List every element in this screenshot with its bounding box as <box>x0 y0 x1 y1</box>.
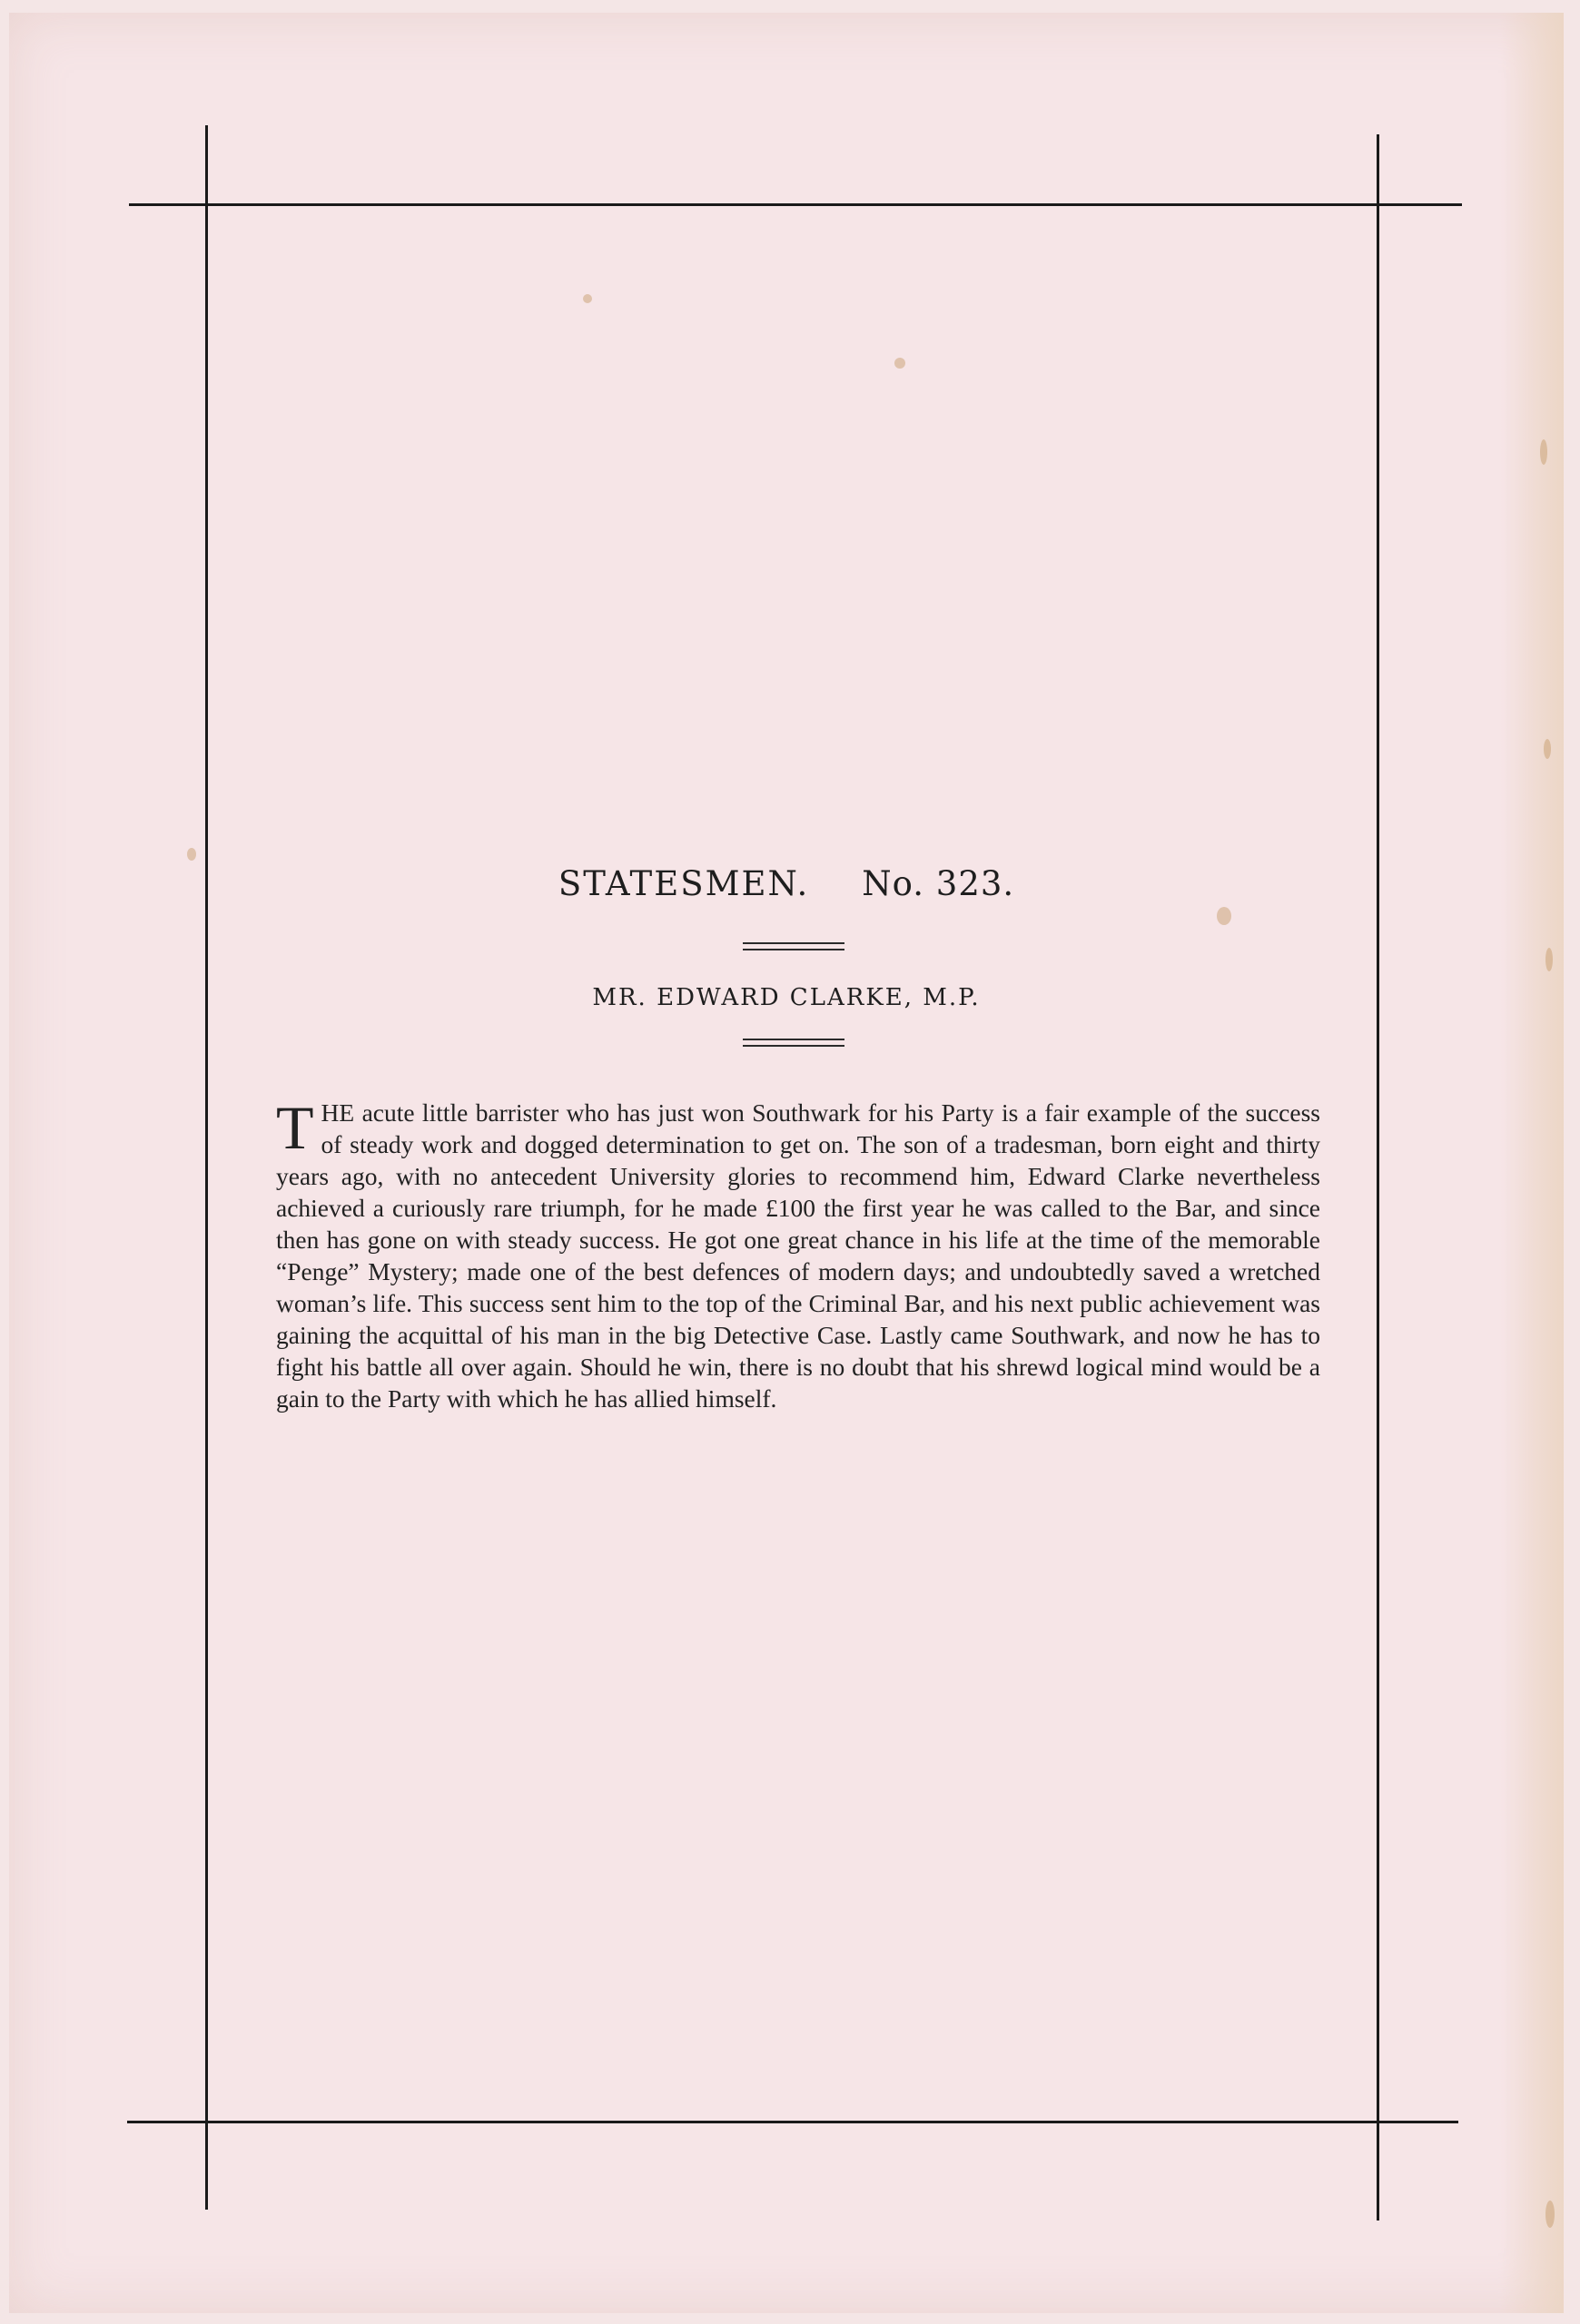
heading <box>9 864 1564 903</box>
paper-edge-shading <box>1500 13 1564 2313</box>
foxing-spot <box>583 294 592 303</box>
subject-name: MR. EDWARD CLARKE, M.P. <box>592 984 981 1011</box>
foxing-spot <box>1545 948 1553 971</box>
article-text: HE acute little barrister who has just won Southwark for his Party is a fair example of the success of steady work and dogged determination to get on. The son of a tradesman, born eight and thirty years ago, with no antecedent University glories to recommend him, Edward Clarke nevertheless achieved a curiously rare triumph, for he made £100 the first year he was called to the Bar, and since then has gone on with steady success. He got one great chance in his life at the time of the memorable “Penge” Mystery; made one of the best defences of modern days; and undoubtedly saved a wretched woman’s life. This success sent him to the top of the Criminal Bar, and his next public achievement was gaining the acquittal of his man in the big Detective Case. Lastly came Southwark, and now he has to fight his battle all over again. Should he win, there is no doubt that his shrewd logical mind would be a gain to the Party with which he has allied himself. <box>276 1098 1320 1413</box>
foxing-spot <box>1545 2201 1555 2228</box>
foxing-spot <box>187 848 196 861</box>
frame-bottom-line <box>127 2121 1458 2123</box>
frame-right-line <box>1377 134 1379 2221</box>
foxing-spot <box>1217 907 1231 925</box>
series-number: No. 323. <box>862 864 1015 903</box>
drop-cap: T <box>276 1093 314 1162</box>
double-rule-top <box>743 942 844 950</box>
double-rule-bottom <box>743 1039 844 1047</box>
paper-sheet <box>9 13 1564 2313</box>
foxing-spot <box>894 358 905 369</box>
series-title: STATESMEN. <box>558 864 810 903</box>
frame-left-line <box>205 125 208 2210</box>
article-body <box>276 1093 1320 1414</box>
foxing-spot <box>1540 439 1547 465</box>
foxing-spot <box>1544 739 1551 759</box>
frame-top-line <box>129 203 1462 206</box>
